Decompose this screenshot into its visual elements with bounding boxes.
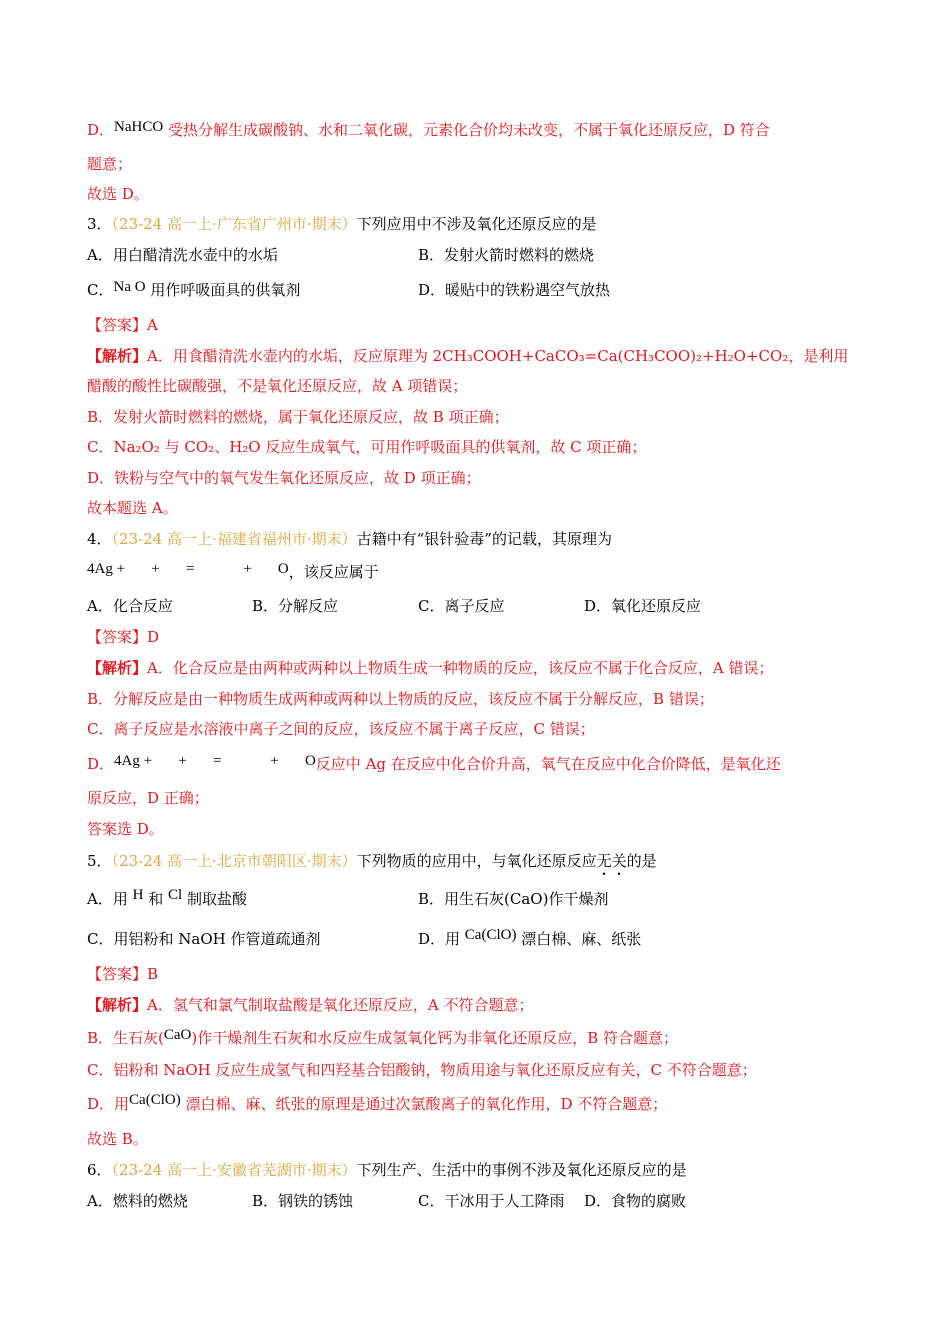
q4-option-a: A．化合反应 (87, 597, 173, 615)
q3-explanation-3: B．发射火箭时燃料的燃烧，属于氧化还原反应，故 B 项正确； (87, 408, 509, 426)
q4-stem: 4．（23-24 高一上·福建省福州市·期末）古籍中有“银针验毒”的记载，其原理为 (87, 530, 612, 548)
q3-conclusion: 故本题选 A。 (87, 499, 178, 517)
q5-option-a: A．用 H 和 Cl 制取盐酸 (87, 887, 247, 908)
q4-option-c: C．离子反应 (418, 597, 505, 615)
q5-stem: 5．（23-24 高一上·北京市朝阳区·期末）下列物质的应用中，与氧化还原反应无关的是 (87, 852, 657, 870)
q3-explanation-2: 醋酸的酸性比碳酸强，不是氧化还原反应，故 A 项错误； (87, 377, 468, 395)
q4-option-b: B．分解反应 (252, 597, 339, 615)
q4-conclusion: 答案选 D。 (87, 820, 164, 838)
q6-option-d: D．食物的腐败 (584, 1192, 687, 1210)
q5-explanation-3: C．铝粉和 NaOH 反应生成氢气和四羟基合铝酸钠，物质用途与氧化还原反应有关，C 不符合题意； (87, 1061, 757, 1079)
q3-stem: 3．（23-24 高一上·广东省广州市·期末）下列应用中不涉及氧化还原反应的是 (87, 215, 597, 233)
q6-option-a: A．燃料的燃烧 (87, 1192, 188, 1210)
q5-option-d: D．用 Ca(ClO) 漂白棉、麻、纸张 (418, 927, 642, 948)
q3-source: （23-24 高一上·广东省广州市·期末） (111, 215, 357, 233)
q4-equation: 4Ag + + = + O (87, 561, 289, 577)
q6-option-b: B．钢铁的锈蚀 (252, 1192, 354, 1210)
prev-d-line1: D．NaHCO 受热分解生成碳酸钠、水和二氧化碳，元素化合价均未改变，不属于氧化还原反应，D 符合 (87, 119, 770, 139)
q4-equation-line: 4Ag + + = + O，该反应属于 (87, 561, 379, 581)
prev-conclusion: 故选 D。 (87, 185, 149, 203)
nahco3-formula: NaHCO (114, 119, 164, 135)
q5-explanation-2: B．生石灰(CaO)作干燥剂生石灰和水反应生成氢氧化钙为非氧化还原反应，B 符合题意； (87, 1027, 679, 1047)
q4-explanation-5: 原反应，D 正确； (87, 789, 209, 807)
prev-d-line2: 题意； (87, 155, 133, 173)
q4-option-d: D．氧化还原反应 (584, 597, 702, 615)
q4-explanation-3: C．离子反应是水溶液中离子之间的反应，该反应不属于离子反应，C 错误； (87, 720, 595, 738)
q5-explanation-4: D．用Ca(ClO) 漂白棉、麻、纸张的原理是通过次氯酸离子的氧化作用，D 不符合题意； (87, 1092, 668, 1113)
q6-source: （23-24 高一上·安徽省芜湖市·期末） (111, 1161, 357, 1179)
q3-answer: 【答案】A (87, 316, 158, 334)
q5-explanation-1: 【解析】A．氢气和氯气制取盐酸是氧化还原反应，A 不符合题意； (87, 996, 534, 1014)
q5-source: （23-24 高一上·北京市朝阳区·期末） (111, 852, 357, 870)
q5-option-c: C．用铝粉和 NaOH 作管道疏通剂 (87, 930, 321, 948)
q3-option-b: B．发射火箭时燃料的燃烧 (418, 246, 595, 264)
q6-stem: 6．（23-24 高一上·安徽省芜湖市·期末）下列生产、生活中的事例不涉及氧化还原反应的是 (87, 1161, 687, 1179)
q6-option-c: C．干冰用于人工降雨 (418, 1192, 565, 1210)
q4-answer: 【答案】D (87, 628, 160, 646)
q3-explanation-1: 【解析】A．用食醋清洗水壶内的水垢，反应原理为 2CH₃COOH+CaCO₃=Ca(CH₃COO)₂+H₂O+CO₂，是利用 (87, 347, 849, 365)
q5-answer: 【答案】B (87, 965, 159, 983)
q3-option-a: A．用白醋清洗水壶中的水垢 (87, 246, 278, 264)
q4-explanation-2: B．分解反应是由一种物质生成两种或两种以上物质的反应，该反应不属于分解反应，B 错误； (87, 690, 714, 708)
q4-explanation-1: 【解析】A．化合反应是由两种或两种以上物质生成一种物质的反应，该反应不属于化合反应，A 错误； (87, 659, 774, 677)
q4-source: （23-24 高一上·福建省福州市·期末） (111, 530, 357, 548)
q5-conclusion: 故选 B。 (87, 1130, 148, 1148)
q3-explanation-4: C．Na₂O₂ 与 CO₂、H₂O 反应生成氧气，可用作呼吸面具的供氧剂，故 C 项正确； (87, 438, 647, 456)
q3-option-c: C．Na O 用作呼吸面具的供氧剂 (87, 279, 301, 299)
q3-option-d: D．暖贴中的铁粉遇空气放热 (418, 281, 611, 299)
q4-explanation-4: D．4Ag + + = + O反应中 Ag 在反应中化合价升高，氧气在反应中化合价降低，是氧化还 (87, 753, 781, 773)
q5-option-b: B．用生石灰(CaO)作干燥剂 (418, 890, 609, 908)
q3-explanation-5: D．铁粉与空气中的氧气发生氧化还原反应，故 D 项正确； (87, 469, 481, 487)
